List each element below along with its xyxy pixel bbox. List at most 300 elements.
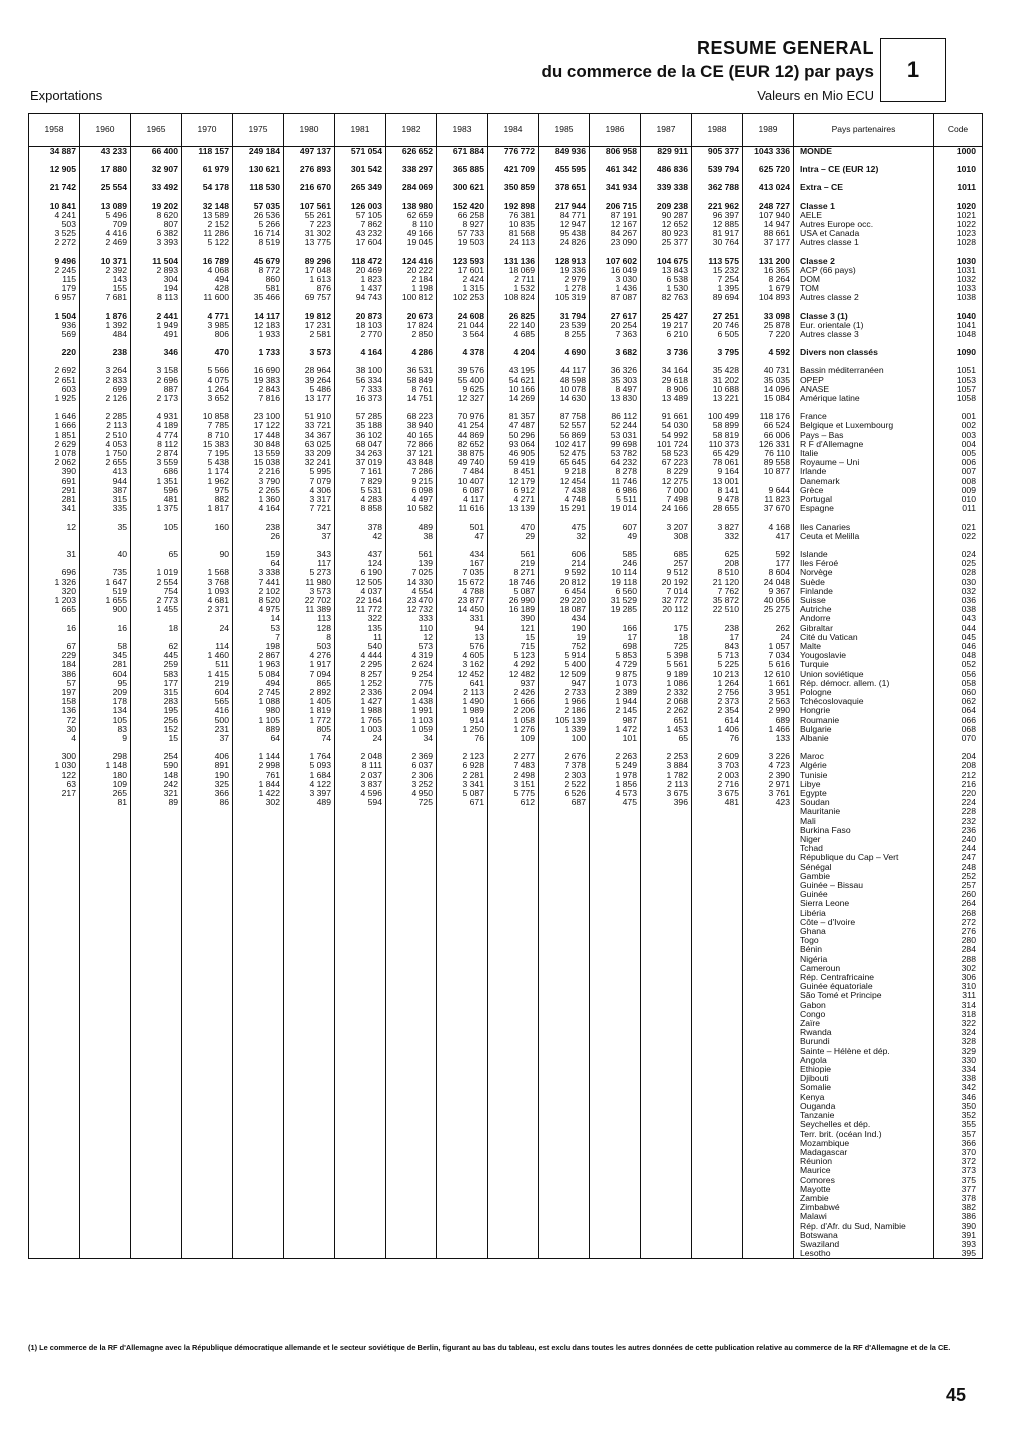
partner-code: 350 xyxy=(934,1102,983,1111)
value-cell: 30 xyxy=(29,725,80,734)
value-cell xyxy=(80,936,131,945)
value-cell: 17 xyxy=(590,633,641,642)
value-cell xyxy=(692,991,743,1000)
value-cell xyxy=(131,532,182,541)
partner-name: Soudan xyxy=(794,798,934,807)
partner-code: 257 xyxy=(934,881,983,890)
value-cell xyxy=(284,1194,335,1203)
spacer-cell xyxy=(233,514,284,523)
value-cell xyxy=(743,614,794,623)
value-cell: 126 331 xyxy=(743,440,794,449)
value-cell xyxy=(488,817,539,826)
value-cell: 1 059 xyxy=(386,725,437,734)
value-cell xyxy=(641,614,692,623)
value-cell xyxy=(743,872,794,881)
value-cell xyxy=(335,881,386,890)
value-cell: 19 118 xyxy=(590,578,641,587)
partner-name: USA et Canada xyxy=(794,229,934,238)
value-cell: 10 407 xyxy=(437,477,488,486)
value-cell: 900 xyxy=(80,605,131,614)
value-cell: 4 554 xyxy=(386,587,437,596)
value-cell xyxy=(233,1212,284,1221)
value-cell: 3 736 xyxy=(641,348,692,357)
value-cell xyxy=(182,1166,233,1175)
value-cell: 175 xyxy=(641,624,692,633)
value-cell xyxy=(29,1001,80,1010)
value-cell: 29 220 xyxy=(539,596,590,605)
value-cell xyxy=(692,982,743,991)
value-cell: 28 655 xyxy=(692,504,743,513)
spacer-cell xyxy=(386,303,437,312)
partner-code: 1030 xyxy=(934,257,983,266)
value-cell: 612 xyxy=(488,798,539,807)
value-cell: 23 100 xyxy=(233,412,284,421)
value-cell: 4 204 xyxy=(488,348,539,357)
value-cell xyxy=(80,1010,131,1019)
value-cell xyxy=(335,1148,386,1157)
value-cell: 12 327 xyxy=(437,394,488,403)
partner-code: 030 xyxy=(934,578,983,587)
value-cell: 651 xyxy=(641,716,692,725)
spacer-cell xyxy=(692,403,743,412)
value-cell xyxy=(80,835,131,844)
value-cell: 24 608 xyxy=(437,312,488,321)
value-cell xyxy=(182,614,233,623)
value-cell: 9 875 xyxy=(590,670,641,679)
value-cell xyxy=(641,973,692,982)
value-cell xyxy=(488,1056,539,1065)
partner-code: 375 xyxy=(934,1176,983,1185)
value-cell: 81 357 xyxy=(488,412,539,421)
value-cell: 12 885 xyxy=(692,220,743,229)
value-cell xyxy=(386,1093,437,1102)
value-cell xyxy=(284,909,335,918)
value-cell xyxy=(386,1203,437,1212)
value-cell xyxy=(641,927,692,936)
partner-code: 244 xyxy=(934,844,983,853)
value-cell: 807 xyxy=(131,220,182,229)
value-cell xyxy=(641,1157,692,1166)
value-cell xyxy=(590,927,641,936)
partner-code: 276 xyxy=(934,927,983,936)
value-cell xyxy=(233,1222,284,1231)
value-cell: 14 751 xyxy=(386,394,437,403)
value-cell xyxy=(437,1194,488,1203)
partner-name: Terr. brit. (océan Ind.) xyxy=(794,1130,934,1139)
value-cell xyxy=(182,955,233,964)
value-cell: 805 xyxy=(284,725,335,734)
value-cell: 257 xyxy=(641,559,692,568)
value-cell xyxy=(743,1157,794,1166)
value-cell: 7 363 xyxy=(590,330,641,339)
value-cell: 489 xyxy=(386,523,437,532)
value-cell xyxy=(692,872,743,881)
value-cell xyxy=(335,835,386,844)
value-cell xyxy=(335,853,386,862)
partner-name: Extra – CE xyxy=(794,183,934,192)
value-cell xyxy=(233,1240,284,1249)
value-cell xyxy=(488,1093,539,1102)
value-cell xyxy=(80,881,131,890)
value-cell: 82 652 xyxy=(437,440,488,449)
value-cell xyxy=(590,853,641,862)
value-cell: 70 976 xyxy=(437,412,488,421)
value-cell: 192 898 xyxy=(488,202,539,211)
value-cell xyxy=(233,853,284,862)
spacer-cell xyxy=(131,193,182,202)
value-cell: 937 xyxy=(488,679,539,688)
partner-code: 060 xyxy=(934,688,983,697)
value-cell: 13 xyxy=(437,633,488,642)
value-cell: 308 xyxy=(641,532,692,541)
value-cell: 5 496 xyxy=(80,211,131,220)
value-cell xyxy=(590,863,641,872)
spacer-cell xyxy=(284,743,335,752)
value-cell: 4 592 xyxy=(743,348,794,357)
value-cell: 238 xyxy=(80,348,131,357)
value-cell xyxy=(386,1231,437,1240)
value-cell: 849 936 xyxy=(539,147,590,157)
value-cell xyxy=(80,964,131,973)
table-row xyxy=(29,973,983,982)
value-cell: 625 xyxy=(692,550,743,559)
value-cell xyxy=(131,1139,182,1148)
value-cell: 14 947 xyxy=(743,220,794,229)
partner-name: Autres classe 1 xyxy=(794,238,934,247)
value-cell: 11 286 xyxy=(182,229,233,238)
value-cell: 594 xyxy=(335,798,386,807)
value-cell: 1 073 xyxy=(590,679,641,688)
value-cell: 699 xyxy=(80,385,131,394)
value-cell: 1 819 xyxy=(284,706,335,715)
value-cell: 8 141 xyxy=(692,486,743,495)
value-cell: 58 849 xyxy=(386,376,437,385)
partner-name: Egypte xyxy=(794,789,934,798)
value-cell xyxy=(641,1019,692,1028)
partner-name: Guinée xyxy=(794,890,934,899)
spacer-cell xyxy=(934,743,983,752)
value-cell xyxy=(590,614,641,623)
value-cell xyxy=(29,918,80,927)
value-cell xyxy=(29,1037,80,1046)
partner-code: 310 xyxy=(934,982,983,991)
value-cell: 31 xyxy=(29,550,80,559)
value-cell xyxy=(182,1028,233,1037)
value-cell: 179 xyxy=(29,284,80,293)
value-cell: 7 195 xyxy=(182,449,233,458)
value-cell: 44 117 xyxy=(539,366,590,375)
value-cell: 455 595 xyxy=(539,165,590,174)
partner-name: Mauritanie xyxy=(794,807,934,816)
value-cell: 10 371 xyxy=(80,257,131,266)
value-cell: 571 054 xyxy=(335,147,386,157)
value-cell xyxy=(335,1120,386,1129)
spacer-cell xyxy=(182,174,233,183)
value-cell xyxy=(386,973,437,982)
value-cell: 14 117 xyxy=(233,312,284,321)
partner-code: 008 xyxy=(934,477,983,486)
value-cell xyxy=(692,863,743,872)
spacer-cell xyxy=(437,193,488,202)
spacer-cell xyxy=(641,156,692,165)
value-cell xyxy=(692,1093,743,1102)
table-row xyxy=(29,376,983,385)
value-cell xyxy=(335,1130,386,1139)
value-cell xyxy=(539,1037,590,1046)
value-cell: 107 940 xyxy=(743,211,794,220)
value-cell xyxy=(335,1240,386,1249)
spacer-cell xyxy=(284,303,335,312)
value-cell xyxy=(131,1074,182,1083)
value-cell: 5 561 xyxy=(641,660,692,669)
table-row xyxy=(29,614,983,623)
value-cell: 33 492 xyxy=(131,183,182,192)
value-cell: 139 xyxy=(386,559,437,568)
value-cell: 4 573 xyxy=(590,789,641,798)
value-cell xyxy=(131,1047,182,1056)
value-cell: 2 285 xyxy=(80,412,131,421)
value-cell xyxy=(641,1240,692,1249)
value-cell: 7 721 xyxy=(284,504,335,513)
value-cell: 3 564 xyxy=(437,330,488,339)
spacer-cell xyxy=(794,248,934,257)
value-cell xyxy=(743,1130,794,1139)
value-cell: 2 373 xyxy=(692,697,743,706)
partner-code: 373 xyxy=(934,1166,983,1175)
table-row xyxy=(29,670,983,679)
value-cell xyxy=(131,1157,182,1166)
value-cell: 2 651 xyxy=(29,376,80,385)
partner-name: Rwanda xyxy=(794,1028,934,1037)
table-row xyxy=(29,1212,983,1221)
value-cell xyxy=(233,945,284,954)
value-cell xyxy=(233,1157,284,1166)
value-cell: 36 102 xyxy=(335,431,386,440)
value-cell xyxy=(131,1065,182,1074)
value-cell xyxy=(488,1083,539,1092)
value-cell: 365 885 xyxy=(437,165,488,174)
spacer-cell xyxy=(488,156,539,165)
partner-code: 330 xyxy=(934,1056,983,1065)
value-cell: 16 xyxy=(29,624,80,633)
partner-name: TOM xyxy=(794,284,934,293)
value-cell: 333 xyxy=(386,614,437,623)
value-cell xyxy=(539,1222,590,1231)
value-cell: 325 xyxy=(182,780,233,789)
value-cell: 2 295 xyxy=(335,660,386,669)
partner-name: Grèce xyxy=(794,486,934,495)
value-cell: 131 136 xyxy=(488,257,539,266)
value-cell xyxy=(80,1212,131,1221)
value-cell xyxy=(641,899,692,908)
value-cell: 2 184 xyxy=(386,275,437,284)
spacer-cell xyxy=(182,248,233,257)
table-row xyxy=(29,752,983,761)
spacer-cell xyxy=(386,514,437,523)
value-cell xyxy=(29,964,80,973)
value-cell xyxy=(29,835,80,844)
value-cell: 13 589 xyxy=(182,211,233,220)
value-cell: 1 438 xyxy=(386,697,437,706)
value-cell xyxy=(590,1222,641,1231)
year-header: 1984 xyxy=(488,114,539,147)
value-cell: 1 772 xyxy=(284,716,335,725)
value-cell xyxy=(539,909,590,918)
value-cell: 936 xyxy=(29,321,80,330)
value-cell: 362 788 xyxy=(692,183,743,192)
value-cell xyxy=(386,1065,437,1074)
value-cell xyxy=(131,1083,182,1092)
value-cell: 481 xyxy=(692,798,743,807)
value-cell xyxy=(590,909,641,918)
table-row xyxy=(29,789,983,798)
value-cell xyxy=(182,1231,233,1240)
value-cell xyxy=(233,936,284,945)
value-cell: 2 262 xyxy=(641,706,692,715)
value-cell xyxy=(692,1185,743,1194)
value-cell xyxy=(539,1047,590,1056)
value-cell: 105 xyxy=(131,523,182,532)
value-cell: 47 487 xyxy=(488,421,539,430)
partner-name: Libéria xyxy=(794,909,934,918)
partner-code: 224 xyxy=(934,798,983,807)
spacer-row xyxy=(29,174,983,183)
value-cell: 4 286 xyxy=(386,348,437,357)
value-cell xyxy=(488,1001,539,1010)
spacer-cell xyxy=(233,303,284,312)
value-cell: 2 369 xyxy=(386,752,437,761)
value-cell: 40 056 xyxy=(743,596,794,605)
partner-code: 208 xyxy=(934,761,983,770)
value-cell xyxy=(131,890,182,899)
value-cell: 7 079 xyxy=(284,477,335,486)
spacer-cell xyxy=(692,514,743,523)
partner-name: Intra – CE (EUR 12) xyxy=(794,165,934,174)
value-cell: 19 014 xyxy=(590,504,641,513)
table-row xyxy=(29,321,983,330)
value-cell xyxy=(488,863,539,872)
value-cell: 105 139 xyxy=(539,716,590,725)
value-cell: 35 303 xyxy=(590,376,641,385)
value-cell: 57 733 xyxy=(437,229,488,238)
value-cell xyxy=(488,835,539,844)
value-cell: 3 761 xyxy=(743,789,794,798)
partner-name: Rép. démocr. allem. (1) xyxy=(794,679,934,688)
value-cell xyxy=(284,1111,335,1120)
value-cell: 15 672 xyxy=(437,578,488,587)
value-cell xyxy=(488,1028,539,1037)
value-cell: 10 877 xyxy=(743,467,794,476)
value-cell xyxy=(131,559,182,568)
value-cell: 9 512 xyxy=(641,568,692,577)
table-row xyxy=(29,366,983,375)
value-cell: 876 xyxy=(284,284,335,293)
value-cell xyxy=(131,1240,182,1249)
value-cell xyxy=(182,1102,233,1111)
value-cell: 9 189 xyxy=(641,670,692,679)
partner-name: Comores xyxy=(794,1176,934,1185)
value-cell xyxy=(437,1231,488,1240)
value-cell xyxy=(335,1037,386,1046)
table-row xyxy=(29,385,983,394)
value-cell: 315 xyxy=(80,495,131,504)
spacer-cell xyxy=(539,541,590,550)
value-cell xyxy=(743,1074,794,1083)
value-cell xyxy=(284,973,335,982)
value-cell xyxy=(182,1074,233,1083)
partner-code: 306 xyxy=(934,973,983,982)
value-cell: 2 756 xyxy=(692,688,743,697)
value-cell: 17 880 xyxy=(80,165,131,174)
value-cell xyxy=(590,1102,641,1111)
partner-code: 1048 xyxy=(934,330,983,339)
table-row xyxy=(29,909,983,918)
value-cell: 2 874 xyxy=(131,449,182,458)
value-cell: 40 731 xyxy=(743,366,794,375)
value-cell: 626 652 xyxy=(386,147,437,157)
value-cell: 3 652 xyxy=(182,394,233,403)
value-cell: 62 659 xyxy=(386,211,437,220)
value-cell: 12 167 xyxy=(590,220,641,229)
value-cell: 20 469 xyxy=(335,266,386,275)
value-cell xyxy=(284,945,335,954)
value-cell xyxy=(233,890,284,899)
value-cell: 64 232 xyxy=(590,458,641,467)
value-cell: 1 851 xyxy=(29,431,80,440)
partner-code: 022 xyxy=(934,532,983,541)
value-cell: 698 xyxy=(590,642,641,651)
value-cell: 90 287 xyxy=(641,211,692,220)
value-cell: 1 278 xyxy=(539,284,590,293)
value-cell: 10 582 xyxy=(386,504,437,513)
value-cell xyxy=(335,1093,386,1102)
value-cell: 123 593 xyxy=(437,257,488,266)
table-row xyxy=(29,220,983,229)
value-cell: 20 254 xyxy=(590,321,641,330)
value-cell: 20 873 xyxy=(335,312,386,321)
value-cell: 2 206 xyxy=(488,706,539,715)
spacer-cell xyxy=(934,541,983,550)
value-cell: 882 xyxy=(182,495,233,504)
value-cell: 2 469 xyxy=(80,238,131,247)
spacer-cell xyxy=(182,541,233,550)
value-cell xyxy=(590,918,641,927)
value-cell: 25 275 xyxy=(743,605,794,614)
value-cell xyxy=(182,1203,233,1212)
value-cell: 86 112 xyxy=(590,412,641,421)
value-cell xyxy=(284,1222,335,1231)
value-cell: 110 373 xyxy=(692,440,743,449)
value-cell: 22 140 xyxy=(488,321,539,330)
value-cell: 214 xyxy=(539,559,590,568)
value-cell: 1 532 xyxy=(488,284,539,293)
value-cell xyxy=(80,532,131,541)
value-cell xyxy=(743,1037,794,1046)
value-cell: 43 233 xyxy=(80,147,131,157)
value-cell: 5 087 xyxy=(437,789,488,798)
value-cell xyxy=(437,817,488,826)
value-cell: 4 xyxy=(29,734,80,743)
year-header: 1960 xyxy=(80,114,131,147)
value-cell xyxy=(284,1185,335,1194)
value-cell: 345 xyxy=(80,651,131,660)
spacer-cell xyxy=(692,743,743,752)
value-cell xyxy=(335,1203,386,1212)
table-row xyxy=(29,596,983,605)
table-row xyxy=(29,918,983,927)
value-cell: 320 xyxy=(29,587,80,596)
value-cell xyxy=(488,1139,539,1148)
